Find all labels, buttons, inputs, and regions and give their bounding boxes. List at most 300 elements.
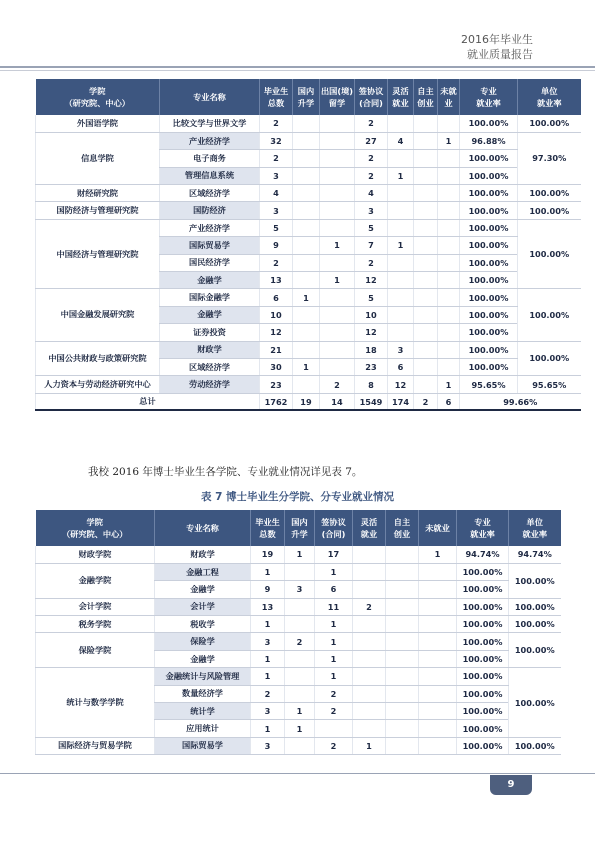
column-header bbox=[460, 79, 518, 115]
total-cell: 2 bbox=[260, 150, 293, 167]
self-cell bbox=[386, 737, 419, 754]
signed-cell: 3 bbox=[355, 202, 388, 219]
major-cell: 保险学 bbox=[155, 633, 251, 650]
abroad-cell bbox=[320, 202, 355, 219]
signed-cell: 11 bbox=[315, 598, 353, 615]
total-cell: 9 bbox=[260, 237, 293, 254]
domestic-cell: 1 bbox=[285, 703, 315, 720]
rate-cell: 100.00% bbox=[457, 650, 509, 667]
abroad-cell bbox=[320, 167, 355, 184]
domestic-cell bbox=[293, 324, 320, 341]
major-cell: 财政学 bbox=[160, 341, 260, 358]
unemployed-cell bbox=[419, 685, 457, 702]
flexible-cell: 12 bbox=[388, 376, 414, 393]
unit-employment-rate: 100.00% bbox=[509, 737, 561, 754]
flexible-cell bbox=[353, 668, 386, 685]
column-header-line: 就业率 bbox=[522, 529, 548, 539]
table-caption: 表 7 博士毕业生分学院、分专业就业情况 bbox=[200, 491, 395, 503]
total-cell: 1 bbox=[251, 563, 285, 580]
column-header bbox=[509, 510, 561, 546]
total-cell: 5 bbox=[260, 219, 293, 236]
rate-cell: 100.00% bbox=[460, 306, 518, 323]
signed-cell: 12 bbox=[355, 272, 388, 289]
signed-cell: 2 bbox=[355, 254, 388, 271]
domestic-cell bbox=[293, 376, 320, 393]
rate-cell: 100.00% bbox=[460, 254, 518, 271]
total-cell: 13 bbox=[260, 272, 293, 289]
unemployed-cell: 1 bbox=[419, 546, 457, 563]
unit-employment-rate: 97.30% bbox=[518, 132, 581, 184]
total-cell: 2 bbox=[260, 115, 293, 132]
table-row bbox=[36, 289, 581, 306]
self-cell bbox=[386, 616, 419, 633]
unemployed-cell: 1 bbox=[438, 132, 460, 149]
unemployed-cell bbox=[438, 150, 460, 167]
flexible-cell bbox=[353, 720, 386, 737]
column-header-line: 自主 bbox=[417, 86, 434, 96]
unemployed-cell bbox=[438, 324, 460, 341]
table-body bbox=[36, 115, 581, 410]
domestic-cell: 1 bbox=[293, 358, 320, 375]
unemployed-cell bbox=[438, 358, 460, 375]
signed-cell: 1 bbox=[315, 650, 353, 667]
self-cell bbox=[414, 324, 438, 341]
self-cell bbox=[386, 703, 419, 720]
rate-cell: 100.00% bbox=[457, 703, 509, 720]
signed-cell: 1 bbox=[315, 633, 353, 650]
unemployed-cell bbox=[438, 115, 460, 132]
major-cell: 证券投资 bbox=[160, 324, 260, 341]
total-label: 总计 bbox=[36, 393, 260, 410]
unemployed-cell: 1 bbox=[438, 376, 460, 393]
unemployed-cell bbox=[419, 720, 457, 737]
self-cell bbox=[386, 633, 419, 650]
rate-cell: 100.00% bbox=[460, 341, 518, 358]
total-self: 2 bbox=[414, 393, 438, 410]
unit-employment-rate: 100.00% bbox=[518, 219, 581, 289]
rate-cell: 100.00% bbox=[457, 737, 509, 754]
column-header bbox=[160, 79, 260, 115]
column-header-line: 就业率 bbox=[476, 98, 501, 108]
college-name: 中国公共财政与政策研究院 bbox=[36, 341, 160, 376]
self-cell bbox=[386, 598, 419, 615]
self-cell bbox=[386, 546, 419, 563]
college-name: 国防经济与管理研究院 bbox=[36, 202, 160, 219]
column-header-line: 专业名称 bbox=[193, 92, 226, 102]
signed-cell: 2 bbox=[355, 167, 388, 184]
table-phd-graduates-by-college bbox=[35, 510, 561, 755]
college-name: 统计与数学学院 bbox=[36, 668, 155, 738]
abroad-cell bbox=[320, 150, 355, 167]
abroad-cell bbox=[320, 185, 355, 202]
column-header bbox=[419, 510, 457, 546]
unit-employment-rate: 100.00% bbox=[518, 115, 581, 132]
total-cell: 3 bbox=[251, 737, 285, 754]
major-cell: 数量经济学 bbox=[155, 685, 251, 702]
self-cell bbox=[386, 720, 419, 737]
domestic-cell: 1 bbox=[293, 289, 320, 306]
column-header-line: 单位 bbox=[541, 86, 558, 96]
column-header-line: 签协议 bbox=[321, 517, 346, 527]
self-cell bbox=[386, 668, 419, 685]
table-row bbox=[36, 132, 581, 149]
column-header bbox=[457, 510, 509, 546]
major-cell: 管理信息系统 bbox=[160, 167, 260, 184]
total-cell: 3 bbox=[260, 167, 293, 184]
column-header-line: 就业率 bbox=[536, 98, 562, 108]
column-header-line: 就业 bbox=[360, 529, 378, 539]
column-header-line: 签协议 bbox=[358, 86, 384, 96]
header-divider bbox=[0, 66, 595, 68]
unit-employment-rate: 100.00% bbox=[518, 289, 581, 341]
self-cell bbox=[414, 341, 438, 358]
major-cell: 金融工程 bbox=[155, 563, 251, 580]
unemployed-cell bbox=[438, 219, 460, 236]
unit-employment-rate: 100.00% bbox=[518, 341, 581, 376]
unit-employment-rate: 100.00% bbox=[518, 202, 581, 219]
intro-text: 我校 2016 年博士毕业生各学院、专业就业情况详见表 7。 bbox=[88, 466, 363, 478]
major-cell: 会计学 bbox=[155, 598, 251, 615]
abroad-cell bbox=[320, 324, 355, 341]
column-header bbox=[251, 510, 285, 546]
unemployed-cell bbox=[419, 581, 457, 598]
major-cell: 金融学 bbox=[160, 306, 260, 323]
flexible-cell: 2 bbox=[353, 598, 386, 615]
table-row bbox=[36, 737, 561, 754]
college-name: 外国语学院 bbox=[36, 115, 160, 132]
domestic-cell bbox=[293, 306, 320, 323]
college-name: 税务学院 bbox=[36, 616, 155, 633]
column-header-line: （研究院、中心） bbox=[64, 98, 130, 108]
abroad-cell bbox=[320, 289, 355, 306]
college-name: 人力资本与劳动经济研究中心 bbox=[36, 376, 160, 393]
college-name: 中国金融发展研究院 bbox=[36, 289, 160, 341]
column-header bbox=[285, 510, 315, 546]
total-cell: 12 bbox=[260, 324, 293, 341]
column-header-line: 灵活 bbox=[392, 86, 409, 96]
column-header-line: 就业 bbox=[392, 98, 409, 108]
flexible-cell: 1 bbox=[353, 737, 386, 754]
total-row bbox=[36, 393, 581, 410]
column-header-line: 创业 bbox=[393, 529, 411, 539]
total-cell: 1 bbox=[251, 616, 285, 633]
flexible-cell bbox=[388, 272, 414, 289]
signed-cell: 1 bbox=[315, 668, 353, 685]
rate-cell: 100.00% bbox=[460, 324, 518, 341]
column-header-line: 留学 bbox=[328, 98, 346, 108]
college-name: 中国经济与管理研究院 bbox=[36, 219, 160, 289]
unemployed-cell bbox=[438, 185, 460, 202]
total-cell: 6 bbox=[260, 289, 293, 306]
abroad-cell bbox=[320, 132, 355, 149]
column-header-line: 学院 bbox=[86, 517, 103, 527]
total-signed: 1549 bbox=[355, 393, 388, 410]
table-row bbox=[36, 616, 561, 633]
unit-employment-rate: 94.74% bbox=[509, 546, 561, 563]
self-cell bbox=[414, 219, 438, 236]
column-header bbox=[293, 79, 320, 115]
total-cell: 21 bbox=[260, 341, 293, 358]
flexible-cell bbox=[388, 324, 414, 341]
rate-cell: 100.00% bbox=[460, 115, 518, 132]
column-header-line: 未就业 bbox=[425, 523, 450, 533]
total-domestic: 19 bbox=[293, 393, 320, 410]
column-header-line: 灵活 bbox=[360, 517, 378, 527]
flexible-cell bbox=[388, 185, 414, 202]
column-header-line: （研究院、中心） bbox=[61, 529, 128, 539]
table-header bbox=[36, 510, 561, 546]
column-header-line: 毕业生 bbox=[263, 86, 289, 96]
column-header bbox=[388, 79, 414, 115]
total-rate: 99.66% bbox=[460, 393, 581, 410]
signed-cell: 1 bbox=[315, 563, 353, 580]
major-cell: 税收学 bbox=[155, 616, 251, 633]
self-cell bbox=[414, 237, 438, 254]
total-cell: 19 bbox=[251, 546, 285, 563]
domestic-cell bbox=[293, 254, 320, 271]
unit-employment-rate: 95.65% bbox=[518, 376, 581, 393]
total-cell: 4 bbox=[260, 185, 293, 202]
flexible-cell: 3 bbox=[388, 341, 414, 358]
unemployed-cell bbox=[438, 167, 460, 184]
domestic-cell bbox=[285, 685, 315, 702]
column-header-line: 未就 bbox=[440, 86, 457, 96]
total-cell: 3 bbox=[251, 703, 285, 720]
domestic-cell bbox=[293, 150, 320, 167]
unit-employment-rate: 100.00% bbox=[509, 598, 561, 615]
total-cell: 1 bbox=[251, 668, 285, 685]
self-cell bbox=[386, 685, 419, 702]
table-header bbox=[36, 79, 581, 115]
major-cell: 劳动经济学 bbox=[160, 376, 260, 393]
abroad-cell bbox=[320, 115, 355, 132]
flexible-cell bbox=[353, 650, 386, 667]
domestic-cell bbox=[293, 167, 320, 184]
self-cell bbox=[386, 581, 419, 598]
unemployed-cell bbox=[438, 289, 460, 306]
rate-cell: 100.00% bbox=[460, 185, 518, 202]
college-name: 会计学院 bbox=[36, 598, 155, 615]
domestic-cell bbox=[293, 219, 320, 236]
major-cell: 比较文学与世界文学 bbox=[160, 115, 260, 132]
total-abroad: 14 bbox=[320, 393, 355, 410]
domestic-cell: 2 bbox=[285, 633, 315, 650]
total-cell: 9 bbox=[251, 581, 285, 598]
rate-cell: 94.74% bbox=[457, 546, 509, 563]
header-title bbox=[461, 32, 533, 62]
table-row bbox=[36, 115, 581, 132]
column-header bbox=[315, 510, 353, 546]
abroad-cell bbox=[320, 219, 355, 236]
rate-cell: 100.00% bbox=[457, 581, 509, 598]
major-cell: 国际贸易学 bbox=[155, 737, 251, 754]
column-header-line: 国内 bbox=[291, 517, 308, 527]
domestic-cell bbox=[293, 132, 320, 149]
domestic-cell bbox=[293, 237, 320, 254]
column-header-line: (合同) bbox=[359, 98, 383, 108]
college-name: 信息学院 bbox=[36, 132, 160, 184]
domestic-cell bbox=[293, 202, 320, 219]
unemployed-cell bbox=[438, 341, 460, 358]
table-row bbox=[36, 341, 581, 358]
domestic-cell bbox=[293, 272, 320, 289]
domestic-cell bbox=[285, 668, 315, 685]
flexible-cell bbox=[353, 546, 386, 563]
major-cell: 金融学 bbox=[160, 272, 260, 289]
major-cell: 金融学 bbox=[155, 581, 251, 598]
signed-cell: 2 bbox=[315, 685, 353, 702]
rate-cell: 100.00% bbox=[460, 289, 518, 306]
rate-cell: 100.00% bbox=[460, 358, 518, 375]
table-row bbox=[36, 563, 561, 580]
rate-cell: 100.00% bbox=[460, 150, 518, 167]
college-name: 财经研究院 bbox=[36, 185, 160, 202]
abroad-cell bbox=[320, 341, 355, 358]
column-header-line: 业 bbox=[444, 98, 453, 108]
rate-cell: 100.00% bbox=[460, 237, 518, 254]
abroad-cell: 1 bbox=[320, 237, 355, 254]
flexible-cell: 1 bbox=[388, 167, 414, 184]
signed-cell: 5 bbox=[355, 289, 388, 306]
unemployed-cell bbox=[419, 633, 457, 650]
signed-cell: 1 bbox=[315, 616, 353, 633]
self-cell bbox=[414, 167, 438, 184]
signed-cell: 6 bbox=[315, 581, 353, 598]
column-header-line: 专业名称 bbox=[186, 523, 219, 533]
signed-cell: 17 bbox=[315, 546, 353, 563]
college-name: 财政学院 bbox=[36, 546, 155, 563]
total-cell: 13 bbox=[251, 598, 285, 615]
rate-cell: 100.00% bbox=[460, 272, 518, 289]
signed-cell: 5 bbox=[355, 219, 388, 236]
column-header-line: 升学 bbox=[297, 98, 315, 108]
total-total: 1762 bbox=[260, 393, 293, 410]
major-cell: 区域经济学 bbox=[160, 185, 260, 202]
header-divider-thin bbox=[0, 70, 595, 71]
unemployed-cell bbox=[419, 598, 457, 615]
flexible-cell bbox=[353, 563, 386, 580]
signed-cell: 7 bbox=[355, 237, 388, 254]
domestic-cell bbox=[285, 650, 315, 667]
unit-employment-rate: 100.00% bbox=[518, 185, 581, 202]
rate-cell: 100.00% bbox=[460, 219, 518, 236]
total-cell: 23 bbox=[260, 376, 293, 393]
self-cell bbox=[414, 115, 438, 132]
column-header-line: 毕业生 bbox=[255, 517, 280, 527]
rate-cell: 100.00% bbox=[457, 563, 509, 580]
major-cell: 统计学 bbox=[155, 703, 251, 720]
flexible-cell bbox=[353, 616, 386, 633]
column-header bbox=[36, 79, 160, 115]
flexible-cell bbox=[353, 633, 386, 650]
column-header-line: 单位 bbox=[526, 517, 543, 527]
column-header bbox=[260, 79, 293, 115]
unit-employment-rate: 100.00% bbox=[509, 616, 561, 633]
unemployed-cell bbox=[419, 737, 457, 754]
self-cell bbox=[414, 185, 438, 202]
signed-cell: 27 bbox=[355, 132, 388, 149]
domestic-cell bbox=[285, 737, 315, 754]
total-unemployed: 6 bbox=[438, 393, 460, 410]
signed-cell: 2 bbox=[355, 150, 388, 167]
flexible-cell bbox=[388, 254, 414, 271]
unemployed-cell bbox=[419, 563, 457, 580]
major-cell: 财政学 bbox=[155, 546, 251, 563]
total-cell: 30 bbox=[260, 358, 293, 375]
signed-cell: 8 bbox=[355, 376, 388, 393]
rate-cell: 100.00% bbox=[457, 598, 509, 615]
table-row bbox=[36, 633, 561, 650]
flexible-cell bbox=[353, 685, 386, 702]
unemployed-cell bbox=[438, 202, 460, 219]
abroad-cell bbox=[320, 306, 355, 323]
major-cell: 区域经济学 bbox=[160, 358, 260, 375]
abroad-cell: 2 bbox=[320, 376, 355, 393]
unemployed-cell bbox=[419, 650, 457, 667]
unemployed-cell bbox=[419, 703, 457, 720]
column-header bbox=[355, 79, 388, 115]
table-row bbox=[36, 546, 561, 563]
table-row bbox=[36, 219, 581, 236]
signed-cell: 23 bbox=[355, 358, 388, 375]
column-header-line: 专业 bbox=[480, 86, 497, 96]
flexible-cell bbox=[388, 289, 414, 306]
column-header bbox=[353, 510, 386, 546]
self-cell bbox=[386, 650, 419, 667]
column-header bbox=[155, 510, 251, 546]
rate-cell: 100.00% bbox=[460, 202, 518, 219]
page-number: 9 bbox=[490, 775, 532, 795]
unit-employment-rate: 100.00% bbox=[509, 668, 561, 738]
column-header bbox=[386, 510, 419, 546]
unemployed-cell bbox=[419, 616, 457, 633]
column-header-line: 出国(境) bbox=[320, 86, 354, 96]
flexible-cell bbox=[388, 115, 414, 132]
signed-cell: 18 bbox=[355, 341, 388, 358]
self-cell bbox=[414, 376, 438, 393]
flexible-cell bbox=[353, 703, 386, 720]
rate-cell: 100.00% bbox=[457, 633, 509, 650]
major-cell: 应用统计 bbox=[155, 720, 251, 737]
total-cell: 2 bbox=[251, 685, 285, 702]
column-header-line: 总数 bbox=[259, 529, 276, 539]
column-header-line: 国内 bbox=[297, 86, 315, 96]
flexible-cell: 4 bbox=[388, 132, 414, 149]
self-cell bbox=[414, 272, 438, 289]
unemployed-cell bbox=[438, 237, 460, 254]
signed-cell: 2 bbox=[355, 115, 388, 132]
total-cell: 3 bbox=[260, 202, 293, 219]
domestic-cell: 1 bbox=[285, 546, 315, 563]
flexible-cell bbox=[388, 306, 414, 323]
table-row bbox=[36, 668, 561, 685]
column-header-line: (合同) bbox=[321, 529, 346, 539]
rate-cell: 100.00% bbox=[457, 616, 509, 633]
column-header bbox=[518, 79, 581, 115]
unemployed-cell bbox=[438, 254, 460, 271]
rate-cell: 100.00% bbox=[457, 668, 509, 685]
rate-cell: 100.00% bbox=[457, 685, 509, 702]
total-cell: 1 bbox=[251, 720, 285, 737]
signed-cell: 2 bbox=[315, 737, 353, 754]
column-header-line: 升学 bbox=[291, 529, 308, 539]
domestic-cell bbox=[285, 598, 315, 615]
signed-cell: 12 bbox=[355, 324, 388, 341]
self-cell bbox=[414, 202, 438, 219]
major-cell: 电子商务 bbox=[160, 150, 260, 167]
flexible-cell bbox=[388, 150, 414, 167]
unemployed-cell bbox=[438, 306, 460, 323]
